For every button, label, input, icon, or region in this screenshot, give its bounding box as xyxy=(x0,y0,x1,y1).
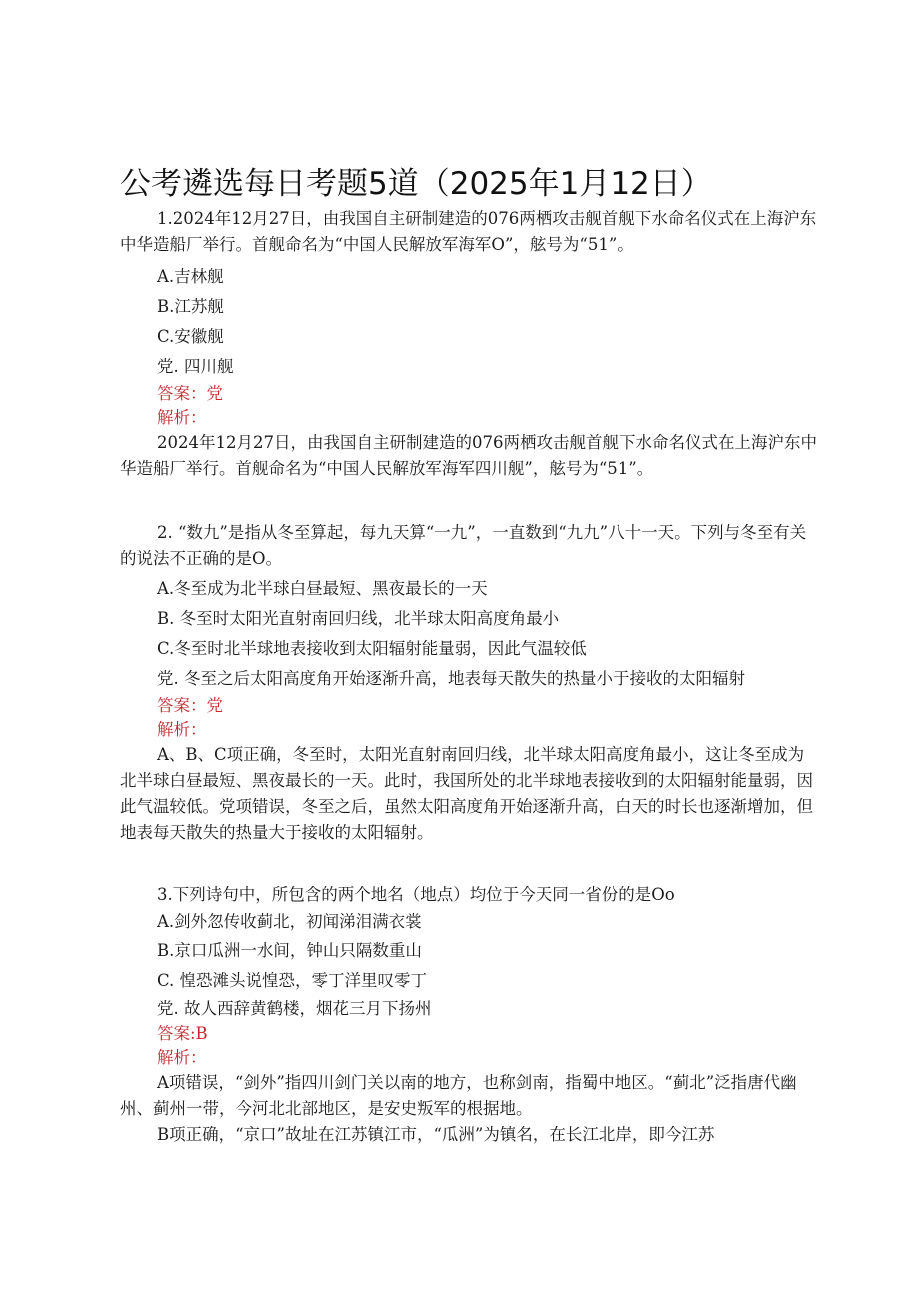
question-1 xyxy=(120,206,820,482)
option-d: 党. 故人西辞黄鹤楼，烟花三月下扬州 xyxy=(157,999,432,1018)
option-d: 党. 冬至之后太阳高度角开始逐渐升高，地表每天散失的热量小于接收的太阳辐射 xyxy=(157,669,745,688)
analysis-text: 2024年12月27日，由我国自主研制建造的076两栖攻击舰首舰下水命名仪式在上海沪东中华造船厂举行。首舰命名为“中国人民解放军海军四川舰”，舷号为“51”。 xyxy=(120,433,817,478)
option-a: A.吉林舰 xyxy=(157,267,224,286)
option-b: B. 冬至时太阳光直射南回归线，北半球太阳高度角最小 xyxy=(157,609,560,628)
option-a: A.冬至成为北半球白昼最短、黑夜最长的一天 xyxy=(157,579,488,598)
question-stem: 2. “数九”是指从冬至算起，每九天算“一九”，一直数到“九九”八十一天。下列与冬至有关的说法不正确的是O。 xyxy=(120,523,807,568)
option-b: B.京口瓜洲一水间，钟山只隔数重山 xyxy=(157,941,422,960)
analysis-label: 解析： xyxy=(157,1048,207,1067)
question-3 xyxy=(120,882,820,1148)
analysis-label: 解析： xyxy=(157,720,207,739)
answer: 答案：党 xyxy=(157,384,223,403)
option-c: C.安徽舰 xyxy=(157,327,224,346)
question-stem: 3.下列诗句中，所包含的两个地名（地点）均位于今天同一省份的是Oo xyxy=(157,885,675,904)
option-a: A.剑外忽传收蓟北，初闻涕泪满衣裳 xyxy=(157,912,422,931)
option-c: C.冬至时北半球地表接收到太阳辐射能量弱，因此气温较低 xyxy=(157,639,587,658)
analysis-text: A项错误，“剑外”指四川剑门关以南的地方，也称剑南，指蜀中地区。“蓟北”泛指唐代幽州、蓟州一带，今河北北部地区，是安史叛军的根据地。 xyxy=(120,1073,797,1118)
analysis-text: B项正确，“京口”故址在江苏镇江市，“瓜洲”为镇名，在长江北岸，即今江苏 xyxy=(157,1125,715,1144)
analysis-text: A、B、C项正确，冬至时，太阳光直射南回归线，北半球太阳高度角最小，这让冬至成为北半球白昼最短、黑夜最长的一天。此时，我国所处的北半球地表接收到的太阳辐射能量弱，因此气温较低。党项错误，冬至之后，虽然太阳高度角开始逐渐升高，白天的时长也逐渐增加，但地表每天散失的热量大于接收的太阳辐射。 xyxy=(120,745,813,842)
option-b: B.江苏舰 xyxy=(157,297,224,316)
question-2 xyxy=(120,520,820,846)
answer: 答案：党 xyxy=(157,696,223,715)
analysis-label: 解析： xyxy=(157,408,207,427)
document-body xyxy=(120,206,820,1148)
option-d: 党. 四川舰 xyxy=(157,357,234,376)
option-c: C. 惶恐滩头说惶恐，零丁洋里叹零丁 xyxy=(157,971,428,990)
answer: 答案:B xyxy=(157,1024,208,1043)
question-stem: 1.2024年12月27日，由我国自主研制建造的076两栖攻击舰首舰下水命名仪式在上海沪东中华造船厂举行。首舰命名为“中国人民解放军海军O”，舷号为“51”。 xyxy=(120,209,817,254)
page-title: 公考遴选每日考题5道（2025年1月12日） xyxy=(120,166,712,202)
